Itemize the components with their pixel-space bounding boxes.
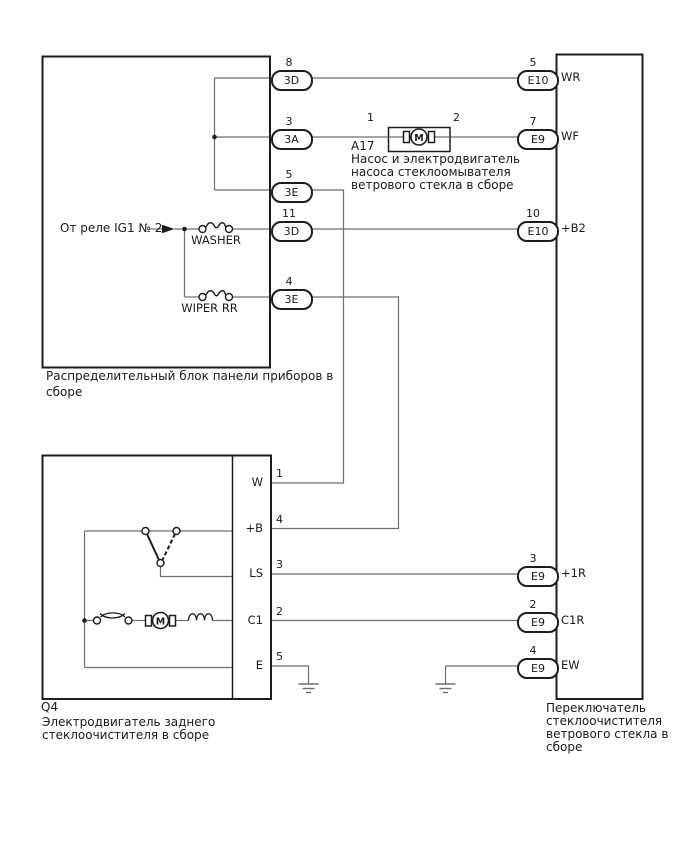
fuse-washer-label: WASHER <box>191 232 241 247</box>
pin-number: 4 <box>276 512 283 526</box>
pump-pin-2: 2 <box>453 110 460 124</box>
connector-e10-5: E10 <box>517 70 559 91</box>
pin-number: 11 <box>282 206 296 220</box>
caption-line: сборе <box>46 384 83 399</box>
connector-e9-2: E9 <box>517 612 559 633</box>
caption-line: Электродвигатель заднего <box>42 714 216 729</box>
pin-number: 5 <box>276 650 283 663</box>
pin-number: 5 <box>285 167 293 181</box>
caption-line: Переключатель <box>546 701 646 715</box>
connector-e10-10: E10 <box>517 221 559 242</box>
motor-icon <box>404 129 435 145</box>
caption-line: насоса стеклоомывателя <box>351 164 511 179</box>
pin-number: 7 <box>529 114 537 128</box>
washer-pump-symbol <box>389 128 451 152</box>
pin-name-c1: C1 <box>247 612 263 627</box>
signal-wf: WF <box>561 129 579 143</box>
caption-line: сборе <box>546 740 583 754</box>
pin-number: 2 <box>529 598 537 611</box>
feed-label: От реле IG1 № 2 <box>60 221 163 235</box>
signal-c1r: C1R <box>561 612 585 627</box>
caption-line: стеклоочистителя <box>546 714 663 728</box>
pin-name-e: E <box>255 658 263 672</box>
wiper-switch-outline <box>557 55 643 700</box>
pin-name-ls: LS <box>249 566 263 580</box>
signal-plus-b2: +B2 <box>561 221 586 235</box>
svg-text:M: M <box>155 616 166 628</box>
pump-id: A17 <box>351 138 375 153</box>
connector-e9-4: E9 <box>517 658 559 679</box>
pin-number: 3 <box>285 114 293 128</box>
pin-number: 4 <box>529 643 537 657</box>
ground-icon <box>299 684 319 693</box>
coil-icon <box>189 614 213 621</box>
wiper-switch-caption <box>546 702 668 754</box>
pin-number: 8 <box>285 55 293 69</box>
connector-3e-4: 3E <box>271 289 313 310</box>
motor-icon <box>146 613 176 629</box>
connector-3d-11: 3D <box>271 221 313 242</box>
pin-number: 10 <box>526 206 540 220</box>
rear-wiper-motor-caption <box>42 716 215 742</box>
arrow-icon <box>162 225 175 233</box>
ground-icon <box>436 684 456 693</box>
connector-3a-3: 3A <box>271 129 313 150</box>
junction-block-outline <box>43 57 271 368</box>
caption-line: стеклоочистителя в сборе <box>42 727 210 742</box>
pump-caption <box>351 153 520 192</box>
connector-3e-5: 3E <box>271 182 313 203</box>
caption-line: ветрового стекла в <box>546 727 669 741</box>
pin-name-plus-b: +B <box>245 520 263 535</box>
pin-number: 5 <box>529 55 537 69</box>
caption-line: ветрового стекла в сборе <box>351 177 514 192</box>
pin-number: 1 <box>276 467 283 480</box>
signal-plus-1r: +1R <box>561 566 586 580</box>
thermal-breaker-icon <box>94 613 133 624</box>
pin-number: 3 <box>529 551 537 565</box>
connector-3d-8: 3D <box>271 70 313 91</box>
caption-line: Насос и электродвигатель <box>351 151 521 166</box>
pin-number: 3 <box>276 558 283 571</box>
fuse-wiper-rr-icon <box>199 291 233 301</box>
pump-pin-1: 1 <box>367 110 374 124</box>
connector-e9-3: E9 <box>517 566 559 587</box>
caption-line: Распределительный блок панели приборов в <box>46 369 334 383</box>
signal-wr: WR <box>561 70 581 84</box>
fuse-washer-icon <box>199 223 233 233</box>
pin-number: 4 <box>285 274 293 288</box>
fuse-wiper-rr-label: WIPER RR <box>181 300 238 315</box>
pin-number: 2 <box>276 604 283 618</box>
rear-wiper-motor-id: Q4 <box>41 700 59 714</box>
connector-e9-7: E9 <box>517 129 559 150</box>
junction-block-caption <box>46 369 333 400</box>
signal-ew: EW <box>561 658 580 672</box>
switch-icon <box>142 528 180 567</box>
svg-text:M: M <box>414 133 424 144</box>
pin-name-w: W <box>251 475 263 489</box>
